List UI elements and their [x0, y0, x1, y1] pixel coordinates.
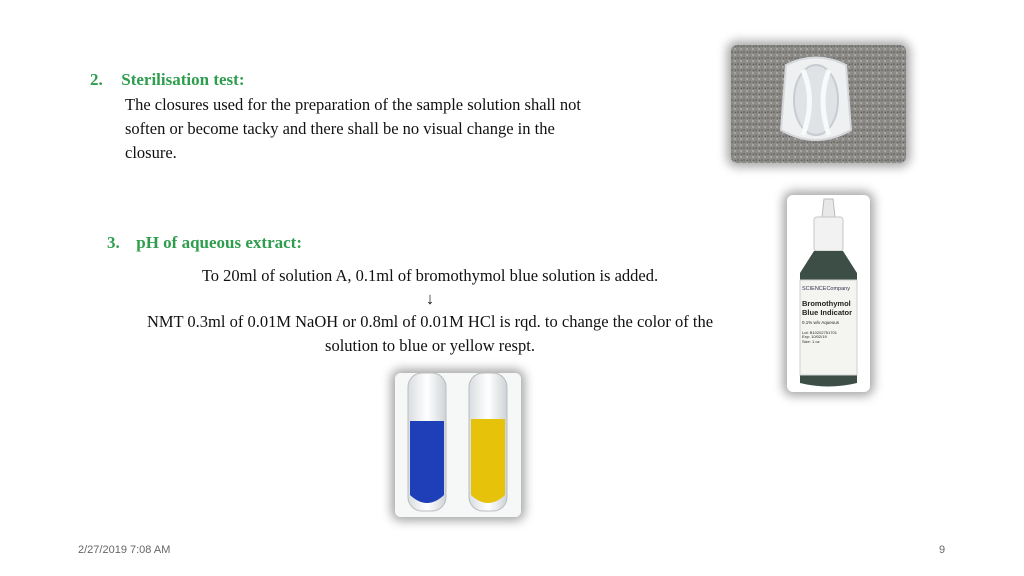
section3-line2: NMT 0.3ml of 0.01M NaOH or 0.8ml of 0.01M HCl is rqd. to change the color of the — [146, 312, 714, 331]
section3-title: pH of aqueous extract: — [136, 233, 302, 252]
bottle-lot: Lot: B10202751701 — [802, 329, 837, 335]
bottle-concentration: 0.1% w/v Aqueous — [802, 319, 840, 325]
section3-number: 3. — [107, 233, 120, 252]
bottle-product-line1: Bromothymol — [802, 299, 851, 309]
section2-heading — [90, 70, 244, 90]
section2-line: The closures used for the preparation of the sample solution shall not — [125, 95, 581, 114]
blue-solution — [410, 421, 444, 503]
bottle-size: Size: 1 oz — [802, 338, 820, 344]
closure-photo — [731, 45, 906, 163]
down-arrow: ↓ — [425, 289, 435, 308]
section2-line: soften or become tacky and there shall be no visual change in the — [125, 119, 555, 138]
bottle-exp: Exp: 10/02/19 — [802, 334, 827, 340]
section3-line1: To 20ml of solution A, 0.1ml of bromothymol blue solution is added. — [201, 266, 659, 285]
section3-heading — [107, 233, 302, 253]
page-number: 9 — [939, 544, 946, 556]
section2-line: closure. — [125, 143, 177, 162]
section2-number: 2. — [90, 70, 103, 89]
indicator-bottle-photo — [787, 195, 870, 392]
section3-body — [80, 264, 780, 358]
bottle-brand: SCIENCECompany — [802, 286, 850, 292]
section3-line3: solution to blue or yellow respt. — [325, 336, 535, 355]
yellow-solution — [471, 419, 505, 503]
test-tubes-photo — [395, 373, 521, 517]
section2-body — [125, 93, 581, 165]
footer-date: 2/27/2019 7:08 AM — [78, 544, 171, 556]
section2-title: Sterilisation test: — [121, 70, 245, 89]
bottle-product-line2: Blue Indicator — [802, 307, 853, 317]
